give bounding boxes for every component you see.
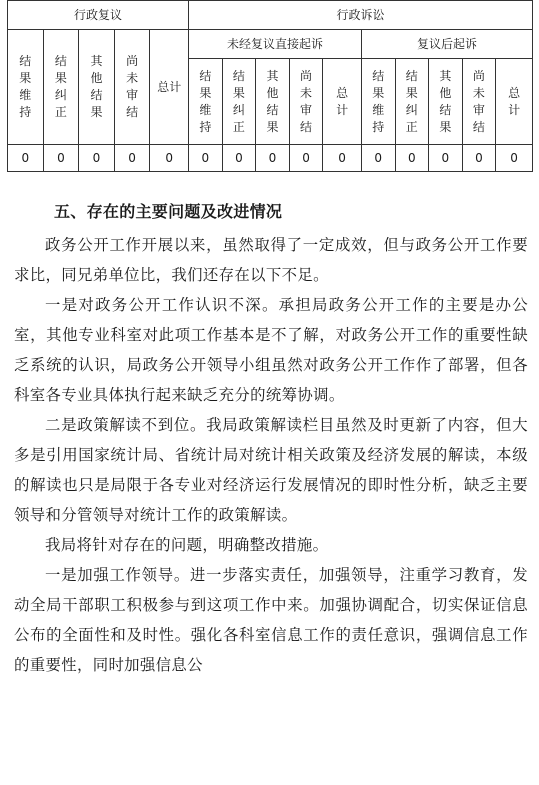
table-cell: 0 xyxy=(150,145,189,172)
paragraph: 二是政策解读不到位。我局政策解读栏目虽然及时更新了内容，但大多是引用国家统计局、省统计局对统计相关政策及经济发展的解读，本级的解读也只是局限于各专业对经济运行发展情况的即时性分析，缺乏主要领导和分管领导对统计工作的政策解读。 xyxy=(14,416,528,524)
after-reconsideration-header: 复议后起诉 xyxy=(361,30,532,59)
table-cell: 0 xyxy=(79,145,115,172)
ds-pending-header: 尚未审结 xyxy=(289,59,323,145)
table-value-row xyxy=(8,145,533,172)
table-header-row-2 xyxy=(8,30,533,59)
reconsideration-litigation-table xyxy=(7,0,533,172)
rc-maintained-header: 结果维持 xyxy=(8,30,44,145)
ds-maintained-header: 结果维持 xyxy=(189,59,223,145)
ds-other-header: 其他结果 xyxy=(256,59,290,145)
ar-total-header: 总计 xyxy=(496,59,533,145)
admin-litigation-header: 行政诉讼 xyxy=(189,1,533,30)
table-cell: 0 xyxy=(289,145,323,172)
ar-pending-header: 尚未审结 xyxy=(462,59,496,145)
table-cell: 0 xyxy=(496,145,533,172)
rc-corrected-header: 结果纠正 xyxy=(43,30,79,145)
rc-other-header: 其他结果 xyxy=(79,30,115,145)
ds-corrected-header: 结果纠正 xyxy=(222,59,256,145)
ar-other-header: 其他结果 xyxy=(429,59,463,145)
table-cell: 0 xyxy=(395,145,429,172)
table-header-row-1 xyxy=(8,1,533,30)
table-cell: 0 xyxy=(361,145,395,172)
paragraph: 我局将针对存在的问题，明确整改措施。 xyxy=(45,536,329,554)
table-cell: 0 xyxy=(222,145,256,172)
document-body xyxy=(14,197,528,680)
table-cell: 0 xyxy=(323,145,362,172)
table-cell: 0 xyxy=(189,145,223,172)
ar-maintained-header: 结果维持 xyxy=(361,59,395,145)
table-cell: 0 xyxy=(43,145,79,172)
direct-suit-header: 未经复议直接起诉 xyxy=(189,30,362,59)
admin-reconsideration-header: 行政复议 xyxy=(8,1,189,30)
section-heading: 五、存在的主要问题及改进情况 xyxy=(54,202,283,221)
rc-total-header: 总计 xyxy=(150,30,189,145)
rc-pending-header: 尚未审结 xyxy=(114,30,150,145)
paragraph: 政务公开工作开展以来，虽然取得了一定成效，但与政务公开工作要求比，同兄弟单位比，我们还存在以下不足。 xyxy=(14,236,528,284)
table-cell: 0 xyxy=(429,145,463,172)
statistics-table-container xyxy=(7,0,533,172)
table-cell: 0 xyxy=(462,145,496,172)
table-cell: 0 xyxy=(114,145,150,172)
paragraph: 一是加强工作领导。进一步落实责任，加强领导，注重学习教育，发动全局干部职工积极参与到这项工作中来。加强协调配合，切实保证信息公布的全面性和及时性。强化各科室信息工作的责任意识，强调信息工作的重要性，同时加强信息公 xyxy=(14,566,528,674)
table-cell: 0 xyxy=(256,145,290,172)
ds-total-header: 总计 xyxy=(323,59,362,145)
paragraph: 一是对政务公开工作认识不深。承担局政务公开工作的主要是办公室，其他专业科室对此项工作基本是不了解，对政务公开工作的重要性缺乏系统的认识，局政务公开领导小组虽然对政务公开工作作了部署，但各科室各专业具体执行起来缺乏充分的统筹协调。 xyxy=(14,296,528,404)
table-cell: 0 xyxy=(8,145,44,172)
ar-corrected-header: 结果纠正 xyxy=(395,59,429,145)
